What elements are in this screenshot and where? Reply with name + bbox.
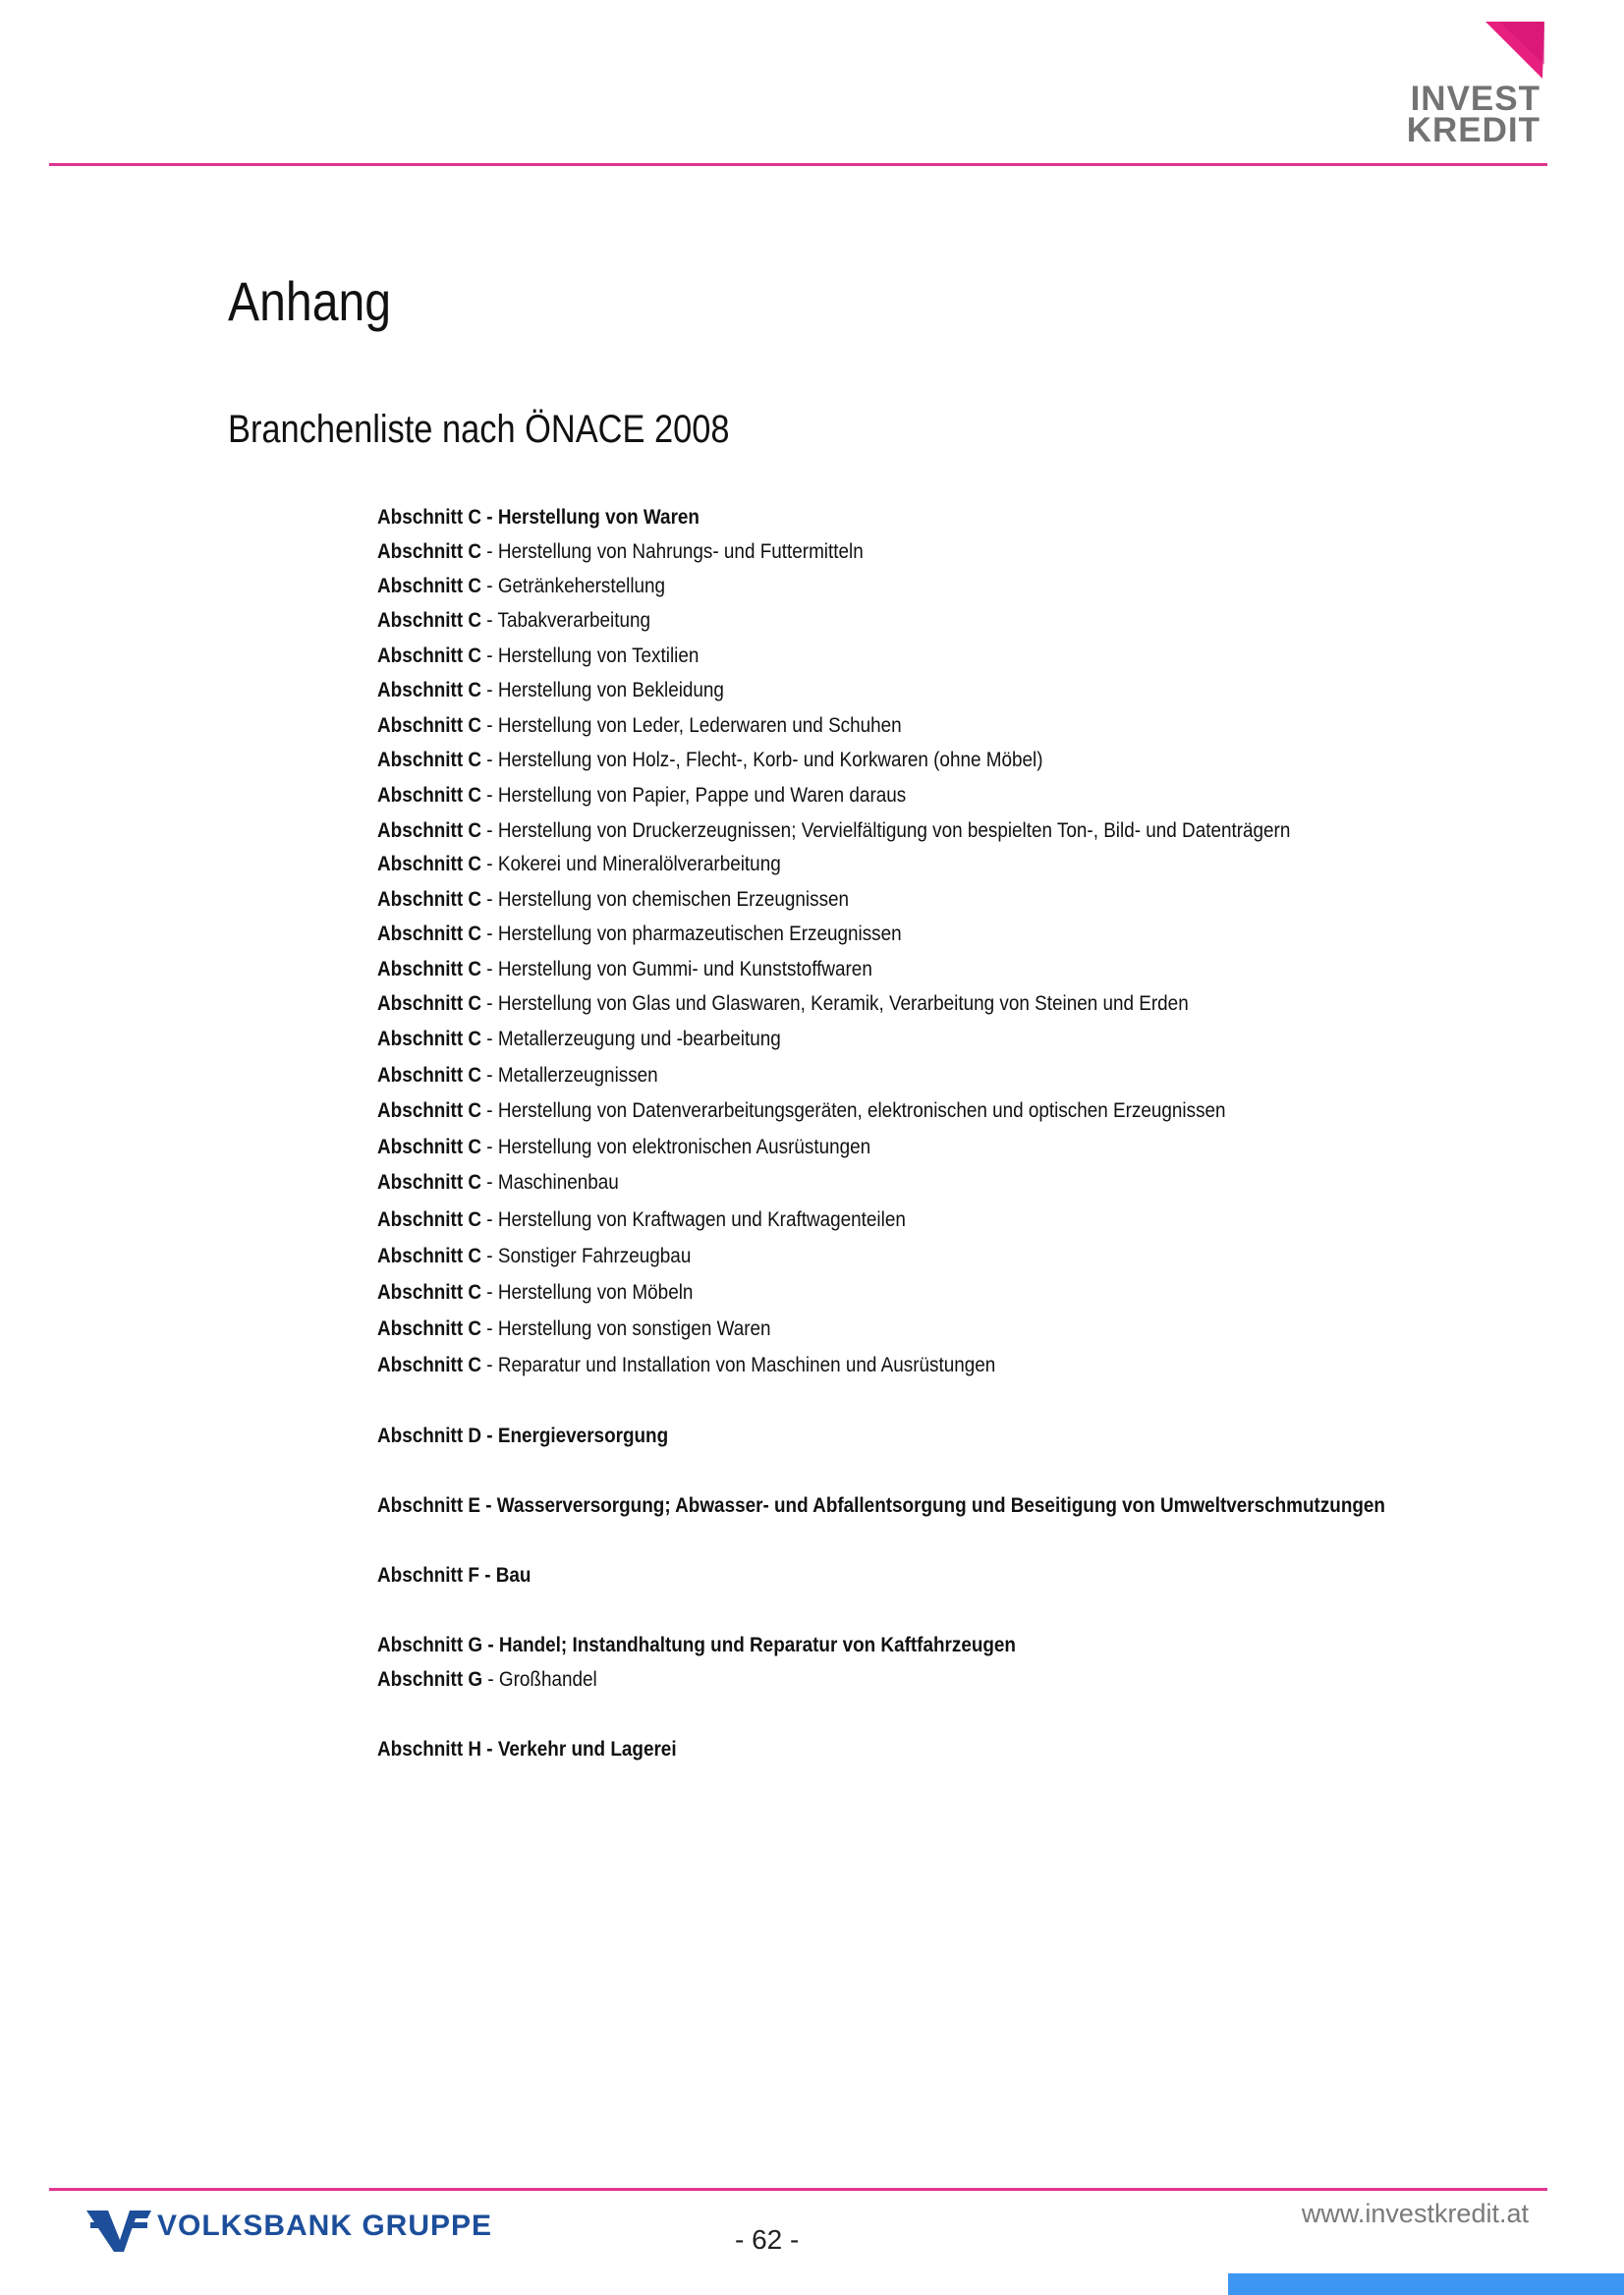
volksbank-wordmark: VOLKSBANK GRUPPE: [157, 2210, 493, 2242]
separator: -: [481, 1099, 498, 1122]
logo-word-invest: INVEST: [1410, 80, 1540, 118]
section-code: Abschnitt C: [377, 1354, 482, 1376]
section-code: Abschnitt G: [377, 1634, 483, 1656]
industry-title: Herstellung von Glas und Glaswaren, Keramik, Verarbeitung von Steinen und Erden: [497, 992, 1189, 1015]
industry-title: Herstellung von Datenverarbeitungsgeräten, elektronischen und optischen Erzeugnissen: [497, 1099, 1226, 1122]
industry-title: Verkehr und Lagerei: [497, 1738, 677, 1761]
list-item: [377, 539, 864, 565]
industry-title: Herstellung von Gummi- und Kunststoffwaren: [497, 958, 872, 980]
list-item: [377, 644, 699, 669]
list-item: [377, 608, 650, 634]
section-code: Abschnitt C: [377, 679, 482, 701]
list-item: [377, 818, 1290, 844]
list-item: [377, 852, 781, 877]
section-code: Abschnitt C: [377, 819, 482, 842]
list-item: [377, 1563, 531, 1589]
pink-triangle-logo-icon: [1485, 22, 1544, 81]
list-item: [377, 1244, 691, 1269]
separator: -: [481, 1208, 498, 1231]
industry-title: Herstellung von Holz-, Flecht-, Korb- und Korkwaren (ohne Möbel): [497, 749, 1043, 771]
section-code: Abschnitt C: [377, 575, 482, 597]
separator: -: [481, 644, 498, 667]
page-title: Anhang: [228, 270, 392, 332]
section-subtitle: Branchenliste nach ÖNACE 2008: [228, 408, 730, 451]
separator: -: [481, 749, 498, 771]
separator: -: [482, 1668, 499, 1691]
page-number: - 62 -: [735, 2224, 800, 2255]
section-code: Abschnitt C: [377, 644, 482, 667]
separator: -: [481, 1425, 498, 1447]
industry-title: Herstellung von sonstigen Waren: [497, 1317, 771, 1340]
industry-title: Herstellung von elektronischen Ausrüstungen: [497, 1136, 871, 1158]
section-code: Abschnitt C: [377, 1245, 482, 1267]
section-code: Abschnitt C: [377, 1028, 482, 1050]
industry-title: Kokerei und Mineralölverarbeitung: [497, 853, 781, 875]
list-item: [377, 1316, 771, 1342]
section-code: Abschnitt C: [377, 1281, 482, 1304]
list-item: [377, 1027, 781, 1052]
list-item: [377, 713, 902, 739]
bottom-accent-bar: [1228, 2273, 1624, 2295]
industry-title: Herstellung von Waren: [497, 506, 700, 529]
section-code: Abschnitt H: [377, 1738, 482, 1761]
industry-title: Wasserversorgung; Abwasser- und Abfallentsorgung und Beseitigung von Umweltverschmutzungen: [496, 1494, 1385, 1517]
industry-title: Herstellung von Möbeln: [497, 1281, 694, 1304]
list-item: [377, 783, 906, 809]
separator: -: [481, 609, 498, 632]
list-item: [377, 991, 1189, 1017]
industry-title: Energieversorgung: [497, 1425, 669, 1447]
list-item: [377, 1063, 658, 1089]
industry-title: Tabakverarbeitung: [497, 609, 651, 632]
header-divider: [49, 163, 1547, 166]
section-code: Abschnitt C: [377, 784, 482, 807]
section-code: Abschnitt C: [377, 992, 482, 1015]
separator: -: [481, 540, 498, 563]
separator: -: [481, 888, 498, 911]
separator: -: [481, 1136, 498, 1158]
list-item: [377, 1493, 1385, 1519]
separator: -: [481, 992, 498, 1015]
separator: -: [481, 958, 498, 980]
list-item: [377, 887, 849, 913]
section-code: Abschnitt G: [377, 1668, 483, 1691]
separator: -: [482, 1634, 499, 1656]
section-code: Abschnitt C: [377, 1099, 482, 1122]
separator: -: [481, 1738, 498, 1761]
list-item: [377, 1667, 597, 1693]
section-code: Abschnitt C: [377, 853, 482, 875]
website-url[interactable]: www.investkredit.at: [1301, 2199, 1529, 2228]
separator: -: [481, 506, 498, 529]
separator: -: [481, 1317, 498, 1340]
list-item: [377, 1353, 995, 1378]
separator: -: [478, 1564, 496, 1587]
industry-title: Herstellung von Druckerzeugnissen; Vervielfältigung von bespielten Ton-, Bild- und Datenträgern: [497, 819, 1291, 842]
list-item: [377, 678, 724, 703]
footer-divider: [49, 2188, 1547, 2191]
separator: -: [481, 1064, 498, 1087]
industry-title: Getränkeherstellung: [497, 575, 666, 597]
section-code: Abschnitt C: [377, 1208, 482, 1231]
section-code: Abschnitt C: [377, 609, 482, 632]
logo-word-kredit: KREDIT: [1406, 111, 1540, 149]
list-item: [377, 1135, 870, 1160]
separator: -: [480, 1494, 497, 1517]
separator: -: [481, 1171, 498, 1194]
industry-title: Bau: [495, 1564, 532, 1587]
separator: -: [481, 1028, 498, 1050]
list-item: [377, 957, 872, 982]
industry-title: Reparatur und Installation von Maschinen und Ausrüstungen: [497, 1354, 996, 1376]
list-item: [377, 922, 902, 947]
separator: -: [481, 784, 498, 807]
section-code: Abschnitt C: [377, 958, 482, 980]
section-code: Abschnitt C: [377, 540, 482, 563]
section-code: Abschnitt C: [377, 749, 482, 771]
industry-title: Großhandel: [498, 1668, 597, 1691]
separator: -: [481, 853, 498, 875]
section-code: Abschnitt E: [377, 1494, 481, 1517]
list-item: [377, 505, 700, 531]
section-code: Abschnitt D: [377, 1425, 482, 1447]
industry-title: Herstellung von Textilien: [497, 644, 700, 667]
separator: -: [481, 1245, 498, 1267]
list-item: [377, 1424, 668, 1449]
industry-title: Herstellung von chemischen Erzeugnissen: [497, 888, 850, 911]
investkredit-logo: [1406, 22, 1544, 149]
list-item: [377, 1280, 693, 1306]
list-item: [377, 1207, 906, 1233]
list-item: [377, 1098, 1226, 1124]
separator: -: [481, 679, 498, 701]
section-code: Abschnitt C: [377, 1136, 482, 1158]
industry-title: Herstellung von Kraftwagen und Kraftwagenteilen: [497, 1208, 906, 1231]
volksbank-v-logo-icon: [86, 2207, 151, 2254]
section-code: Abschnitt C: [377, 1064, 482, 1087]
separator: -: [481, 714, 498, 737]
section-code: Abschnitt C: [377, 1171, 482, 1194]
list-item: [377, 748, 1043, 773]
separator: -: [481, 819, 498, 842]
industry-title: Herstellung von Bekleidung: [497, 679, 724, 701]
industry-title: Metallerzeugung und -bearbeitung: [497, 1028, 781, 1050]
industry-title: Handel; Instandhaltung und Reparatur von Kaftfahrzeugen: [498, 1634, 1016, 1656]
separator: -: [481, 923, 498, 945]
separator: -: [481, 1281, 498, 1304]
volksbank-logo: [86, 2205, 519, 2256]
industry-title: Herstellung von Nahrungs- und Futtermitteln: [497, 540, 864, 563]
section-code: Abschnitt C: [377, 714, 482, 737]
industry-title: Herstellung von Papier, Pappe und Waren daraus: [497, 784, 907, 807]
separator: -: [481, 1354, 498, 1376]
section-code: Abschnitt F: [377, 1564, 479, 1587]
list-item: [377, 1170, 619, 1196]
list-item: [377, 1633, 1016, 1658]
separator: -: [481, 575, 498, 597]
industry-title: Herstellung von Leder, Lederwaren und Schuhen: [497, 714, 902, 737]
section-code: Abschnitt C: [377, 888, 482, 911]
list-item: [377, 574, 665, 599]
section-code: Abschnitt C: [377, 1317, 482, 1340]
section-code: Abschnitt C: [377, 506, 482, 529]
list-item: [377, 1737, 677, 1763]
industry-title: Maschinenbau: [497, 1171, 619, 1194]
section-code: Abschnitt C: [377, 923, 482, 945]
industry-title: Metallerzeugnissen: [497, 1064, 658, 1087]
industry-title: Sonstiger Fahrzeugbau: [497, 1245, 692, 1267]
industry-title: Herstellung von pharmazeutischen Erzeugnissen: [497, 923, 902, 945]
